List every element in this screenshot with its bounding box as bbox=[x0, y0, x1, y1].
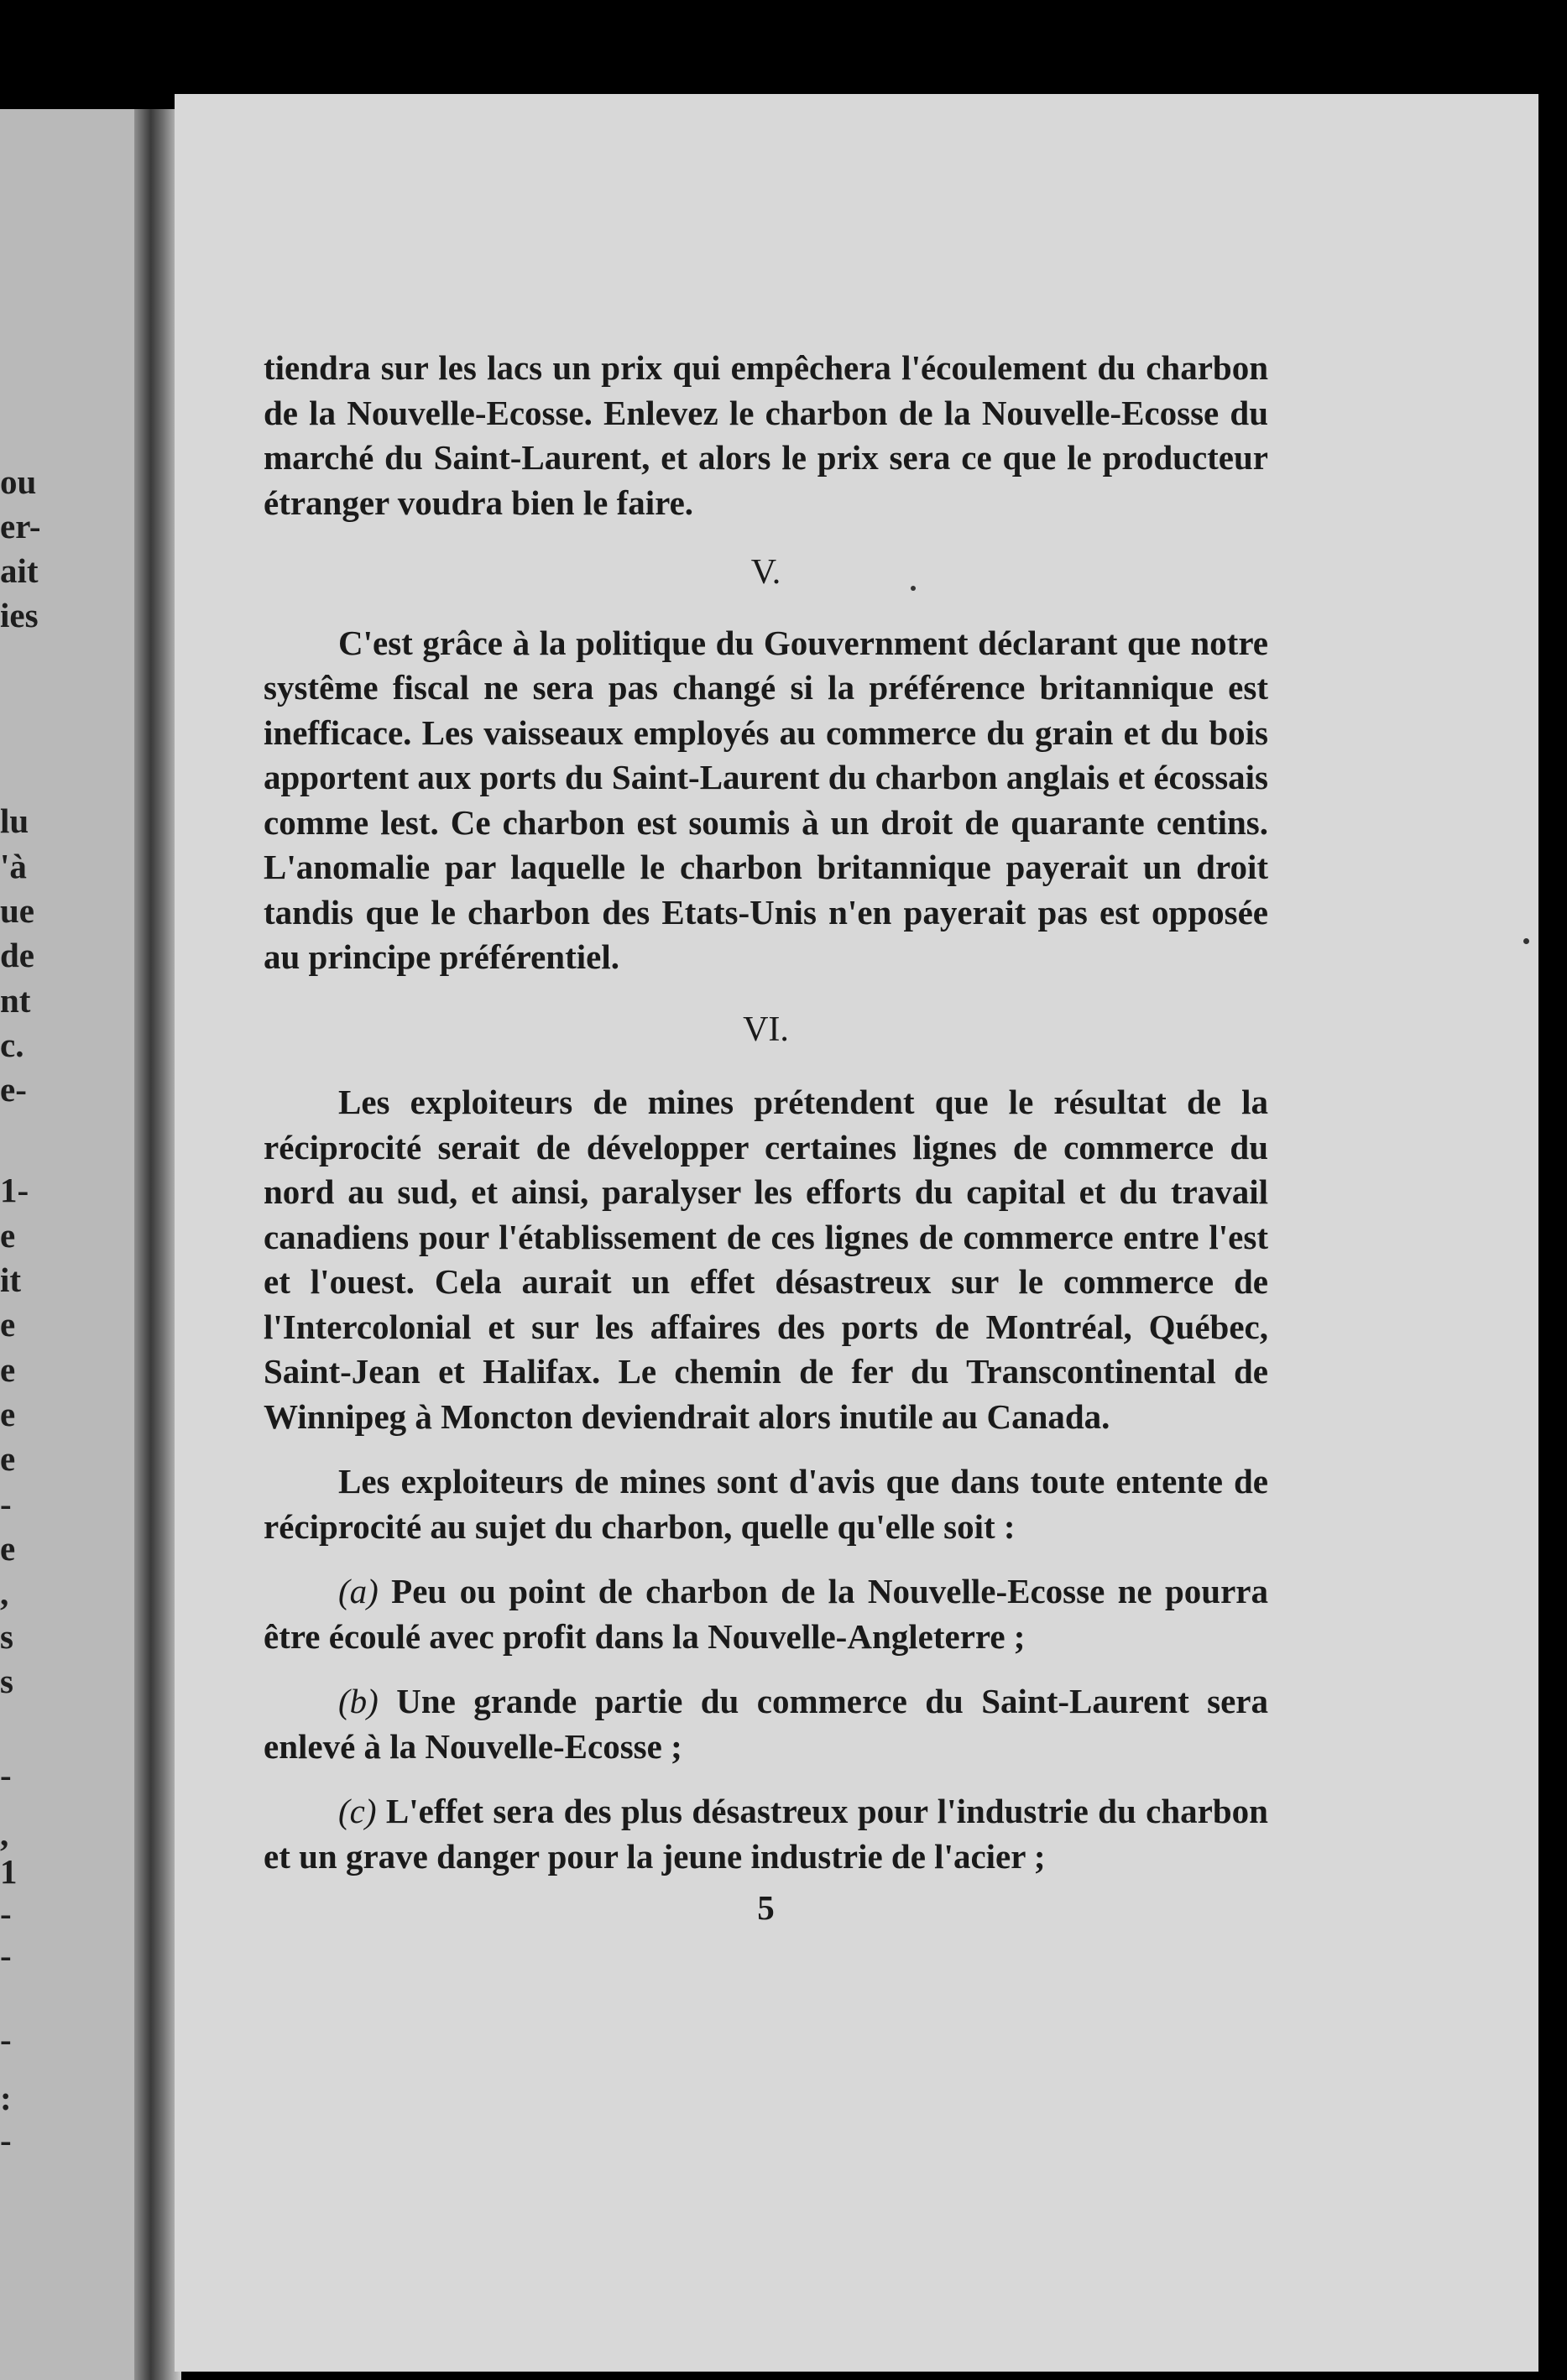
prev-page-fragment: it bbox=[0, 1260, 22, 1299]
list-item-text: Peu ou point de charbon de la Nouvelle-Ecosse ne pourra être écoulé avec profit dans la Nouvelle-Angleterre ; bbox=[264, 1572, 1268, 1656]
previous-page-edge bbox=[0, 109, 153, 2380]
paragraph: Les exploiteurs de mines prétendent que le résultat de la réciprocité serait de développer certaines lignes de commerce du nord au sud, et ainsi, paralyser les efforts du capital et du travail canadiens pour l'établissement de ces lignes de commerce entre l'est et l'ouest. Cela aurait un effet désastreux sur le commerce de l'Intercolonial et sur les affaires des ports de Montréal, Québec, Saint-Jean et Halifax. Le chemin de fer du Transcontinental de Winnipeg à Moncton deviendrait alors inutile au Canada. bbox=[264, 1083, 1268, 1436]
paragraph: C'est grâce à la politique du Gouvernment déclarant que notre systême fiscal ne sera pas changé si la préférence britannique est inefficace. Les vaisseaux employés au commerce du grain et du bois apportent aux ports du Saint-Laurent du charbon anglais et écossais comme lest. Ce charbon est soumis à un droit de quarante centins. L'anomalie par laquelle le charbon britannique payerait un droit tandis que le charbon des Etats-Unis n'en payerait pas est opposée au principe préférentiel. bbox=[264, 623, 1268, 976]
prev-page-fragment: ait bbox=[0, 551, 39, 590]
prev-page-fragment: c. bbox=[0, 1026, 24, 1064]
prev-page-fragment: , bbox=[0, 1814, 9, 1853]
prev-page-fragment: ies bbox=[0, 596, 39, 634]
list-item-text: Une grande partie du commerce du Saint-Laurent sera enlevé à la Nouvelle-Ecosse ; bbox=[264, 1682, 1269, 1766]
prev-page-fragment: - bbox=[0, 1485, 12, 1523]
prev-page-fragment: 1- bbox=[0, 1171, 29, 1209]
prev-page-fragment: e bbox=[0, 1439, 16, 1478]
prev-page-fragment: : bbox=[0, 2079, 12, 2117]
prev-page-fragment: e bbox=[0, 1216, 16, 1255]
prev-page-fragment: s bbox=[0, 1662, 13, 1700]
prev-page-fragment: - bbox=[0, 1894, 12, 1933]
prev-page-fragment: er- bbox=[0, 507, 41, 545]
prev-page-fragment: lu bbox=[0, 801, 29, 840]
ink-speck bbox=[911, 586, 916, 591]
paragraph: Les exploiteurs de mines sont d'avis que dans toute entente de réciprocité au sujet du charbon, quelle qu'elle soit : bbox=[264, 1462, 1268, 1546]
prev-page-fragment: - bbox=[0, 1756, 12, 1794]
paragraph: tiendra sur les lacs un prix qui empêchera l'écoulement du charbon de la Nouvelle-Ecosse. Enlevez le charbon de la Nouvelle-Ecosse du marché du Saint-Laurent, et alors le prix sera ce que le producteur étranger voudra bien le faire. bbox=[264, 348, 1268, 522]
prev-page-fragment: e bbox=[0, 1350, 16, 1389]
list-item bbox=[264, 1789, 1268, 1879]
prev-page-fragment: 'à bbox=[0, 847, 27, 885]
prev-page-fragment: , bbox=[0, 1574, 9, 1612]
section-heading: V. bbox=[750, 553, 781, 592]
list-item bbox=[264, 1679, 1268, 1769]
list-item bbox=[264, 1569, 1268, 1659]
list-item-label: (a) bbox=[338, 1572, 379, 1610]
prev-page-fragment: de bbox=[0, 936, 34, 974]
page-body bbox=[264, 346, 1268, 1931]
prev-page-fragment: 1 bbox=[0, 1852, 18, 1891]
section-heading: VI. bbox=[743, 1010, 789, 1049]
ink-speck bbox=[1523, 938, 1529, 944]
prev-page-fragment: e- bbox=[0, 1070, 27, 1109]
prev-page-fragment: - bbox=[0, 2121, 12, 2159]
prev-page-fragment: e bbox=[0, 1305, 16, 1344]
prev-page-fragment: e bbox=[0, 1529, 16, 1568]
prev-page-fragment: e bbox=[0, 1395, 16, 1433]
list-item-label: (c) bbox=[338, 1792, 377, 1830]
prev-page-fragment: ou bbox=[0, 462, 37, 501]
prev-page-fragment: ue bbox=[0, 891, 34, 930]
document-page bbox=[175, 94, 1538, 2372]
prev-page-fragment: - bbox=[0, 2020, 12, 2059]
list-item-label: (b) bbox=[338, 1682, 379, 1720]
page-number: 5 bbox=[757, 1888, 775, 1927]
prev-page-fragment: s bbox=[0, 1617, 13, 1656]
prev-page-fragment: nt bbox=[0, 981, 31, 1020]
prev-page-fragment: - bbox=[0, 1936, 12, 1975]
list-item-text: L'effet sera des plus désastreux pour l'industrie du charbon et un grave danger pour la jeune industrie de l'acier ; bbox=[264, 1792, 1268, 1876]
